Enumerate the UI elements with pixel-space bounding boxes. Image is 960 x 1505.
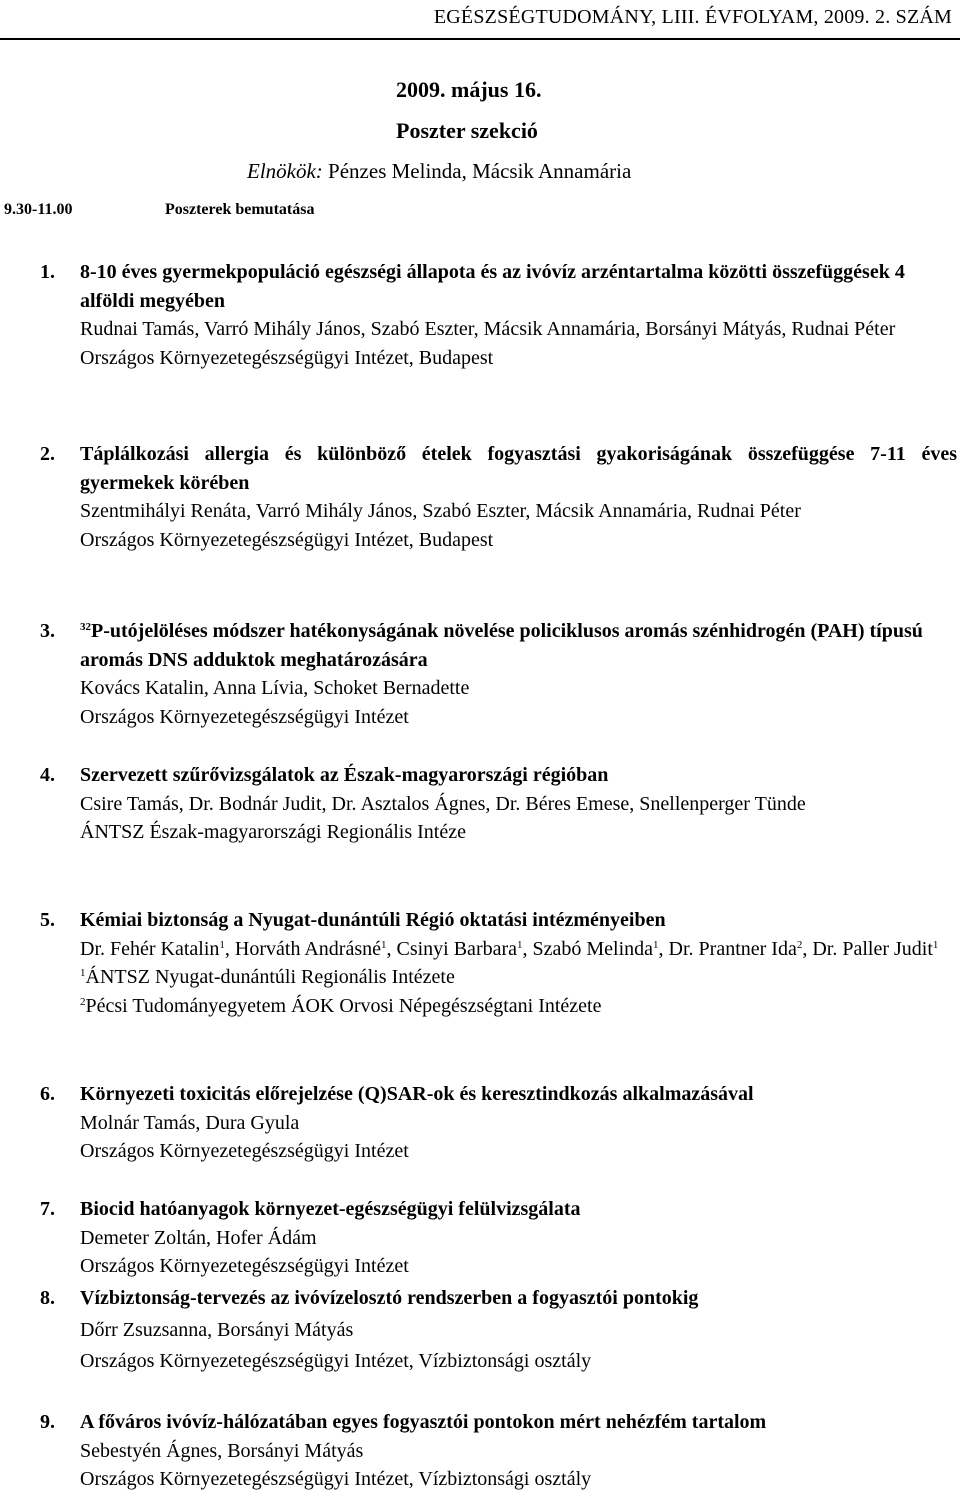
poster-authors: Sebestyén Ágnes, Borsányi Mátyás: [80, 1439, 364, 1462]
poster-authors: Demeter Zoltán, Hofer Ádám: [80, 1226, 317, 1249]
poster-number: 2.: [40, 443, 55, 465]
session-date: 2009. május 16.: [396, 77, 542, 102]
poster-title: Kémiai biztonság a Nyugat-dunántúli Régió oktatási intézményeiben: [80, 909, 666, 931]
poster-authors: Rudnai Tamás, Varró Mihály János, Szabó Eszter, Mácsik Annamária, Borsányi Mátyás, Rudnai Péter: [80, 318, 896, 340]
poster-authors: Dőrr Zsuzsanna, Borsányi Mátyás: [80, 1318, 354, 1341]
poster-institution: Országos Környezetegészségügyi Intézet, Vízbiztonsági osztály: [80, 1468, 592, 1490]
poster-institution: Országos Környezetegészségügyi Intézet, Vízbiztonsági osztály: [80, 1350, 592, 1372]
poster-title: Táplálkozási allergia és különböző ételek fogyasztási gyakoriságának összefüggése 7-11 éves gyermekek körében: [80, 443, 957, 494]
poster-authors: Kovács Katalin, Anna Lívia, Schoket Bernadette: [80, 677, 470, 699]
poster-institution: $^1$ÁNTSZ Nyugat-dunántúli Regionális Intézete: [80, 966, 455, 988]
poster-item: [40, 761, 957, 847]
poster-title: Környezeti toxicitás előrejelzése (Q)SAR-ok és keresztindkozás alkalmazásával: [80, 1083, 754, 1105]
poster-number: 7.: [40, 1198, 55, 1220]
chairs-names: Pénzes Melinda, Mácsik Annamária: [328, 159, 632, 183]
session-label: Poszterek bemutatása: [165, 201, 315, 218]
chairs-line: [247, 159, 631, 184]
poster-title: A főváros ivóvíz-hálózatában egyes fogyasztói pontokon mért nehézfém tartalom: [80, 1411, 767, 1433]
poster-authors: Dr. Fehér Katalin$^1$, Horváth Andrásné$^1$, Csinyi Barbara$^1$, Szabó Melinda$^1$, Dr. Prantner Ida$^2$, Dr. Paller Judit$^1$: [80, 937, 939, 960]
poster-institution: Országos Környezetegészségügyi Intézet: [80, 705, 409, 728]
poster-number: 8.: [40, 1287, 55, 1309]
journal-header: [0, 0, 960, 40]
chairs-label: Elnökök:: [247, 159, 323, 183]
poster-authors: Szentmihályi Renáta, Varró Mihály János, Szabó Eszter, Mácsik Annamária, Rudnai Péter: [80, 500, 801, 522]
poster-title: Biocid hatóanyagok környezet-egészségügyi felülvizsgálata: [80, 1198, 581, 1220]
poster-item: [40, 1408, 957, 1494]
poster-institution: Országos Környezetegészségügyi Intézet, Budapest: [80, 346, 494, 369]
poster-institution: Országos Környezetegészségügyi Intézet: [80, 1255, 409, 1277]
poster-institution: Országos Környezetegészségügyi Intézet, Budapest: [80, 528, 494, 551]
poster-institution: Országos Környezetegészségügyi Intézet: [80, 1140, 409, 1162]
poster-title: $^{32}$P-utójelöléses módszer hatékonyságának növelése policiklusos aromás szénhidrogén (PAH) típusú aromás DNS adduktok meghatározására: [80, 620, 923, 671]
poster-item: [40, 258, 957, 372]
session-time: 9.30-11.00: [4, 201, 73, 218]
isotope-superscript: 32: [80, 621, 91, 633]
poster-title: 8-10 éves gyermekpopuláció egészségi állapota és az ivóvíz arzéntartalma közötti összefüggések 4 alföldi megyében: [80, 261, 905, 312]
journal-title: EGÉSZSÉGTUDOMÁNY, LIII. ÉVFOLYAM, 2009. 2. SZÁM: [433, 6, 952, 28]
poster-number: 6.: [40, 1083, 55, 1105]
poster-number: 4.: [40, 764, 55, 786]
poster-item: [40, 906, 957, 1020]
section-title: Poszter szekció: [396, 118, 538, 143]
poster-authors: Molnár Tamás, Dura Gyula: [80, 1111, 300, 1134]
poster-title: Vízbiztonság-tervezés az ivóvízelosztó rendszerben a fogyasztói pontokig: [80, 1287, 699, 1309]
poster-institution: ÁNTSZ Észak-magyarországi Regionális Intéze: [80, 821, 466, 843]
poster-title: Szervezett szűrővizsgálatok az Észak-magyarországi régióban: [80, 764, 609, 786]
poster-item: [40, 1195, 957, 1281]
poster-item: [40, 1080, 957, 1166]
poster-number: 1.: [40, 261, 55, 283]
poster-number: 5.: [40, 909, 55, 931]
poster-institution: $^2$Pécsi Tudományegyetem ÁOK Orvosi Népegészségtani Intézete: [80, 994, 602, 1017]
poster-item: [40, 617, 957, 731]
poster-number: 9.: [40, 1411, 55, 1433]
poster-number: 3.: [40, 620, 55, 642]
poster-item: [40, 1284, 957, 1376]
poster-item: [40, 440, 957, 554]
poster-authors: Csire Tamás, Dr. Bodnár Judit, Dr. Asztalos Ágnes, Dr. Béres Emese, Snellenperger Tünde: [80, 792, 806, 815]
